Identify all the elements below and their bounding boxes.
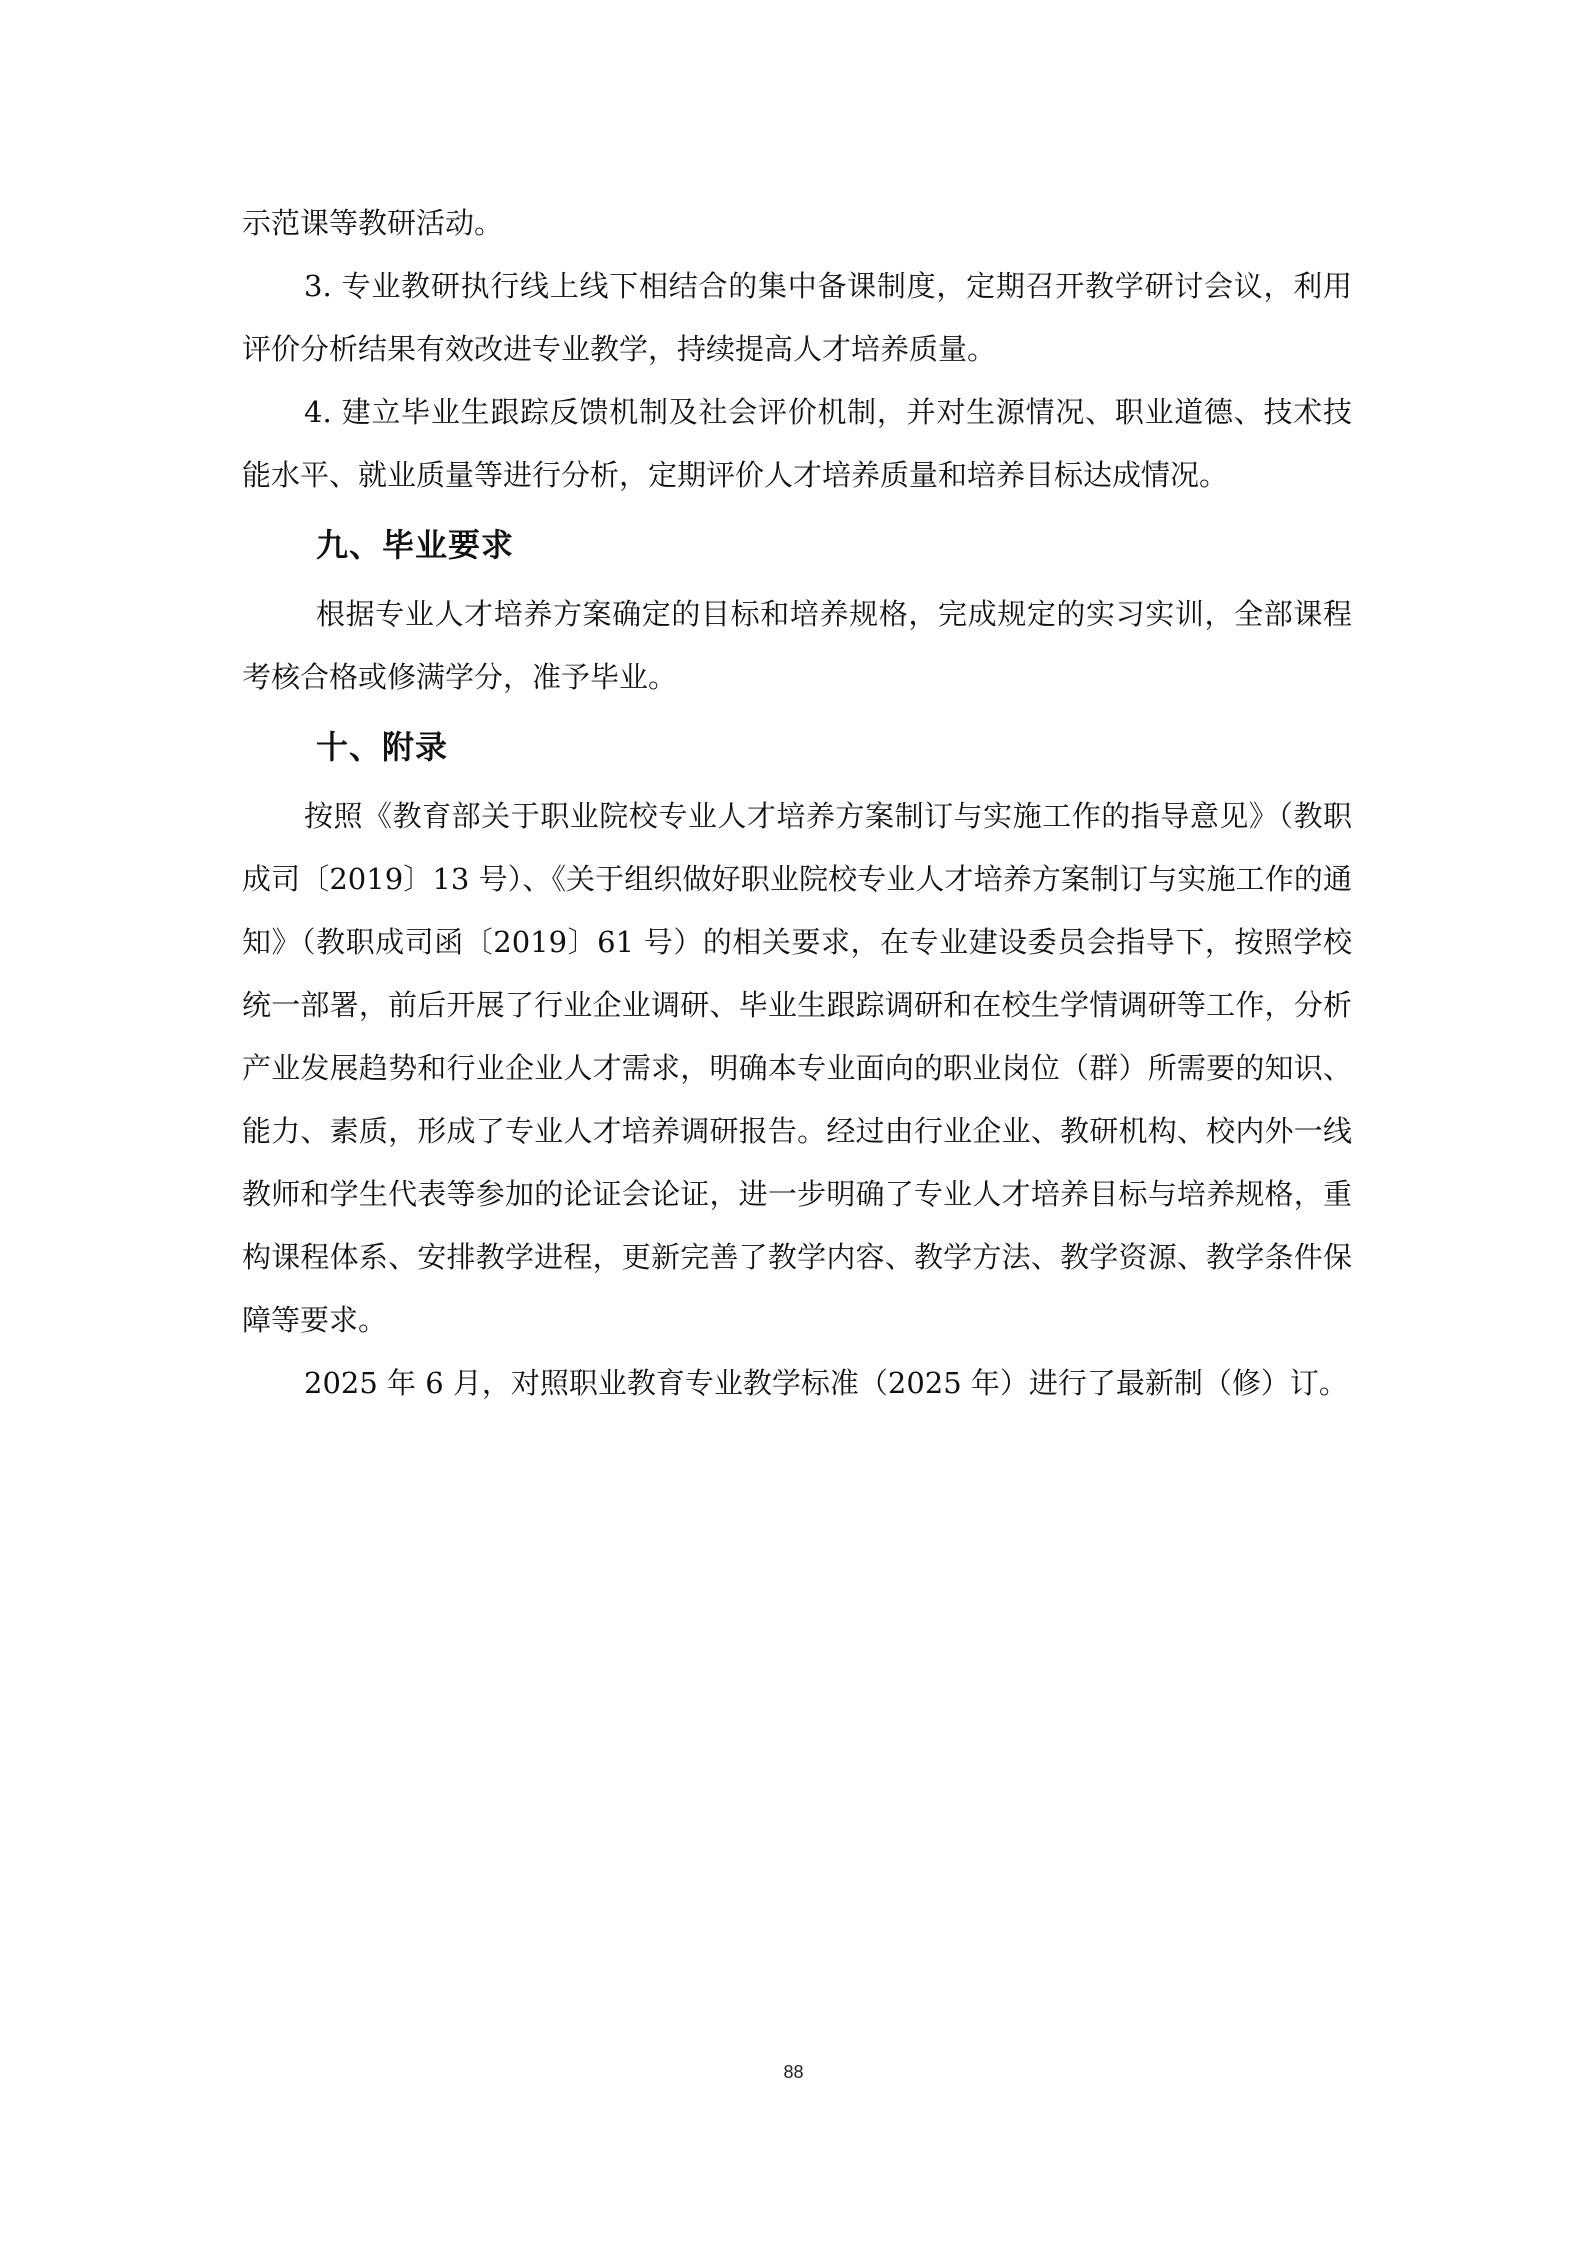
graduation-requirements-paragraph: 根据专业人才培养方案确定的目标和培养规格，完成规定的实习实训，全部课程考核合格或修满学分，准予毕业。 bbox=[242, 597, 1352, 694]
paragraph-item-3: 3. 专业教研执行线上线下相结合的集中备课制度，定期召开教学研讨会议，利用评价分析结果有效改进专业教学，持续提高人才培养质量。 bbox=[242, 269, 1352, 366]
section-heading-appendix: 十、附录 bbox=[316, 728, 449, 766]
section-heading-graduation-requirements: 九、毕业要求 bbox=[316, 526, 515, 564]
revision-note-paragraph: 2025 年 6 月，对照职业教育专业教学标准（2025 年）进行了最新制（修）订。 bbox=[304, 1366, 1348, 1400]
continued-paragraph: 示范课等教研活动。 bbox=[242, 206, 504, 240]
appendix-paragraph: 按照《教育部关于职业院校专业人才培养方案制订与实施工作的指导意见》（教职成司〔2019〕13 号）、《关于组织做好职业院校专业人才培养方案制订与实施工作的通知》（教职成司函〔2019〕61 号）的相关要求，在专业建设委员会指导下，按照学校统一部署，前后开展了行业企业调研、毕业生跟踪调研和在校生学情调研等工作，分析产业发展趋势和行业企业人才需求，明确本专业面向的职业岗位（群）所需要的知识、能力、素质，形成了专业人才培养调研报告。经过由行业企业、教研机构、校内外一线教师和学生代表等参加的论证会论证，进一步明确了专业人才培养目标与培养规格，重构课程体系、安排教学进程，更新完善了教学内容、教学方法、教学资源、教学条件保障等要求。 bbox=[242, 799, 1352, 1337]
page-content bbox=[242, 192, 1352, 1415]
paragraph-item-4: 4. 建立毕业生跟踪反馈机制及社会评价机制，并对生源情况、职业道德、技术技能水平、就业质量等进行分析，定期评价人才培养质量和培养目标达成情况。 bbox=[242, 395, 1352, 492]
page-number: 88 bbox=[783, 2062, 804, 2082]
